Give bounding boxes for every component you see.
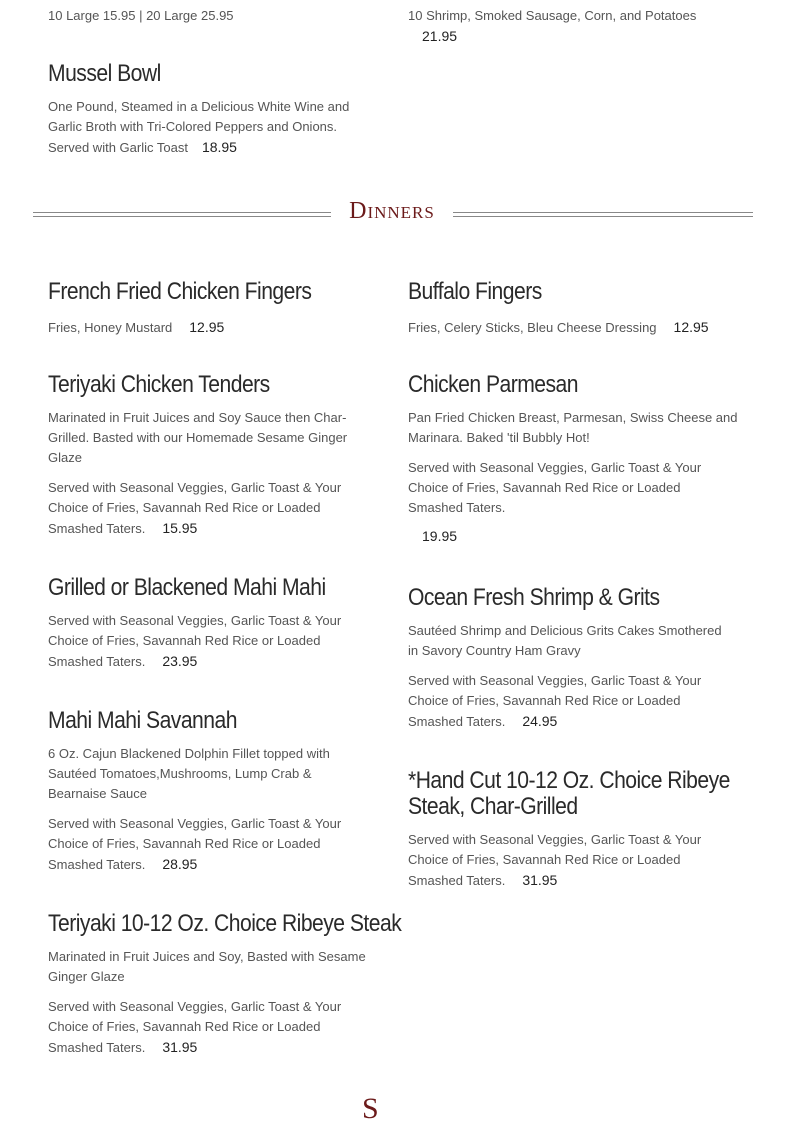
combo-price-line: 10 Large 15.95 | 20 Large 25.95 <box>48 8 234 23</box>
served-with-note: Served with Seasonal Veggies, Garlic Toast & Your Choice of Fries, Savannah Red Rice or Loaded Smashed Taters. 28.95 <box>48 816 342 872</box>
item-description: Pan Fried Chicken Breast, Parmesan, Swiss Cheese and Marinara. Baked 'til Bubbly Hot! <box>408 410 738 445</box>
section-header-dinners <box>33 198 753 238</box>
menu-item-teriyaki-chicken-tenders <box>48 371 383 539</box>
item-description: Marinated in Fruit Juices and Soy, Basted with Sesame Ginger Glaze <box>48 949 366 984</box>
section-title: Dinners <box>349 198 435 224</box>
menu-item-buffalo-fingers <box>408 278 709 338</box>
item-title: French Fried Chicken Fingers <box>48 278 312 305</box>
divider-right <box>453 212 753 217</box>
next-section-title-fragment: S <box>362 1092 379 1125</box>
item-title: Mahi Mahi Savannah <box>48 707 237 734</box>
served-with-note: Served with Seasonal Veggies, Garlic Toast & Your Choice of Fries, Savannah Red Rice or Loaded Smashed Taters. <box>408 460 702 515</box>
item-description: Fries, Celery Sticks, Bleu Cheese Dressing 12.95 <box>408 319 709 335</box>
item-title: Grilled or Blackened Mahi Mahi <box>48 574 326 601</box>
menu-item-french-fried-chicken-fingers <box>48 278 347 338</box>
menu-item-hand-cut-ribeye-steak <box>408 768 748 891</box>
item-price: 15.95 <box>162 520 198 536</box>
divider-left <box>33 212 331 217</box>
item-title: Buffalo Fingers <box>408 278 542 305</box>
item-description: Sautéed Shrimp and Delicious Grits Cakes Smothered in Savory Country Ham Gravy <box>408 623 722 658</box>
served-with-note: Served with Seasonal Veggies, Garlic Toast & Your Choice of Fries, Savannah Red Rice or Loaded Smashed Taters. 31.95 <box>48 999 342 1055</box>
served-with-note: Served with Seasonal Veggies, Garlic Toast & Your Choice of Fries, Savannah Red Rice or Loaded Smashed Taters. 31.95 <box>408 832 702 888</box>
item-description: Marinated in Fruit Juices and Soy Sauce then Char- Grilled. Basted with our Homemade Sesame Ginger Glaze <box>48 410 348 465</box>
item-price: 23.95 <box>162 653 198 669</box>
item-title: Teriyaki Chicken Tenders <box>48 371 270 398</box>
item-price: 12.95 <box>189 319 225 335</box>
item-price: 18.95 <box>201 139 237 155</box>
served-with-note: Served with Seasonal Veggies, Garlic Toast & Your Choice of Fries, Savannah Red Rice or Loaded Smashed Taters. 24.95 <box>408 673 702 729</box>
item-price: 19.95 <box>422 528 458 544</box>
menu-item-teriyaki-ribeye-steak <box>48 910 402 1058</box>
shrimp-boil-price: 21.95 <box>422 28 458 44</box>
item-description: Fries, Honey Mustard 12.95 <box>48 319 225 335</box>
item-price: 24.95 <box>522 713 558 729</box>
served-with-note: Served with Seasonal Veggies, Garlic Toast & Your Choice of Fries, Savannah Red Rice or Loaded Smashed Taters. 23.95 <box>48 613 342 669</box>
item-price: 12.95 <box>673 319 709 335</box>
item-description: One Pound, Steamed in a Delicious White Wine and Garlic Broth with Tri-Colored Peppers and Onions. Served with Garlic Toast 18.95 <box>48 99 350 155</box>
served-with-note: Served with Seasonal Veggies, Garlic Toast & Your Choice of Fries, Savannah Red Rice or Loaded Smashed Taters. 15.95 <box>48 480 342 536</box>
menu-item-mussel-bowl <box>48 60 349 158</box>
item-title: Chicken Parmesan <box>408 371 578 398</box>
shrimp-boil-description: 10 Shrimp, Smoked Sausage, Corn, and Potatoes <box>408 8 697 23</box>
item-title: *Hand Cut 10-12 Oz. Choice Ribeye Steak, Char-Grilled <box>408 767 730 820</box>
item-title: Ocean Fresh Shrimp & Grits <box>408 584 660 611</box>
item-title: Mussel Bowl <box>48 60 161 87</box>
item-description: 6 Oz. Cajun Blackened Dolphin Fillet topped with Sautéed Tomatoes,Mushrooms, Lump Crab & Bearnaise Sauce <box>48 746 330 801</box>
menu-item-chicken-parmesan <box>408 371 748 544</box>
menu-item-ocean-fresh-shrimp-and-grits <box>408 584 748 732</box>
menu-item-grilled-or-blackened-mahi-mahi <box>48 574 383 672</box>
menu-item-mahi-mahi-savannah <box>48 707 383 875</box>
item-price: 31.95 <box>162 1039 198 1055</box>
item-price: 31.95 <box>522 872 558 888</box>
item-title: Teriyaki 10-12 Oz. Choice Ribeye Steak <box>48 910 402 937</box>
item-price: 28.95 <box>162 856 198 872</box>
